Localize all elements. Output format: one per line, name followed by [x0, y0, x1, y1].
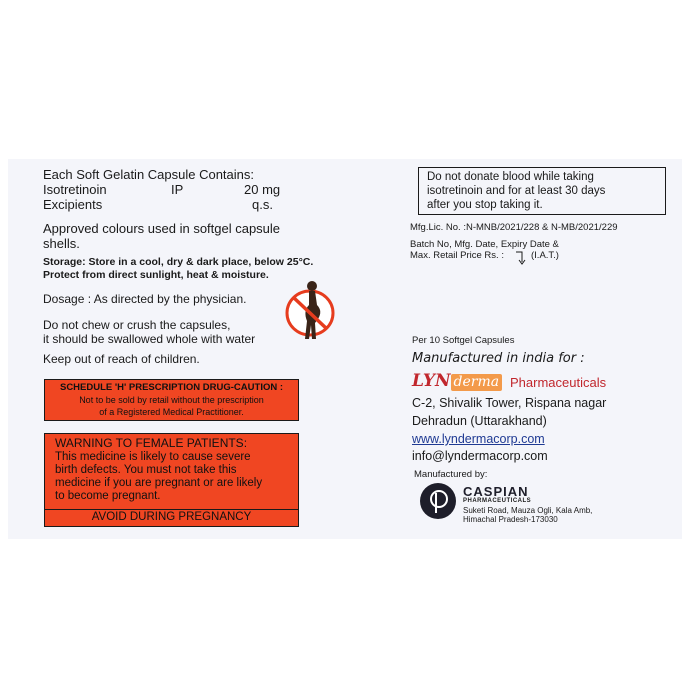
mfg-lic: Mfg.Lic. No. :N-MNB/2021/228 & N-MB/2021/229 [410, 222, 618, 233]
schedule-h-line1: Not to be sold by retail without the prescription [79, 395, 264, 405]
batch-iat: (I.A.T.) [531, 250, 559, 261]
warning-line1: This medicine is likely to cause severe [55, 451, 251, 463]
storage-line1: Storage: Store in a cool, dry & dark place, below 25°C. [43, 256, 314, 268]
carton-panel [8, 159, 682, 539]
donate-line2: isotretinoin and for at least 30 days [427, 185, 606, 197]
chew-line2: it should be swallowed whole with water [43, 332, 256, 346]
warning-footer: AVOID DURING PREGNANCY [45, 509, 298, 525]
no-pregnancy-icon [285, 277, 335, 347]
children-text: Keep out of reach of children. [43, 352, 200, 366]
composition-heading: Each Soft Gelatin Capsule Contains: [43, 167, 255, 182]
schedule-h-title: SCHEDULE 'H' PRESCRIPTION DRUG-CAUTION : [59, 382, 284, 393]
lyn-derma-logo [412, 371, 502, 391]
marketer-address2: Dehradun (Uttarakhand) [412, 414, 547, 428]
manufacturer-sub: PHARMACEUTICALS [463, 498, 532, 504]
batch-arrow-icon [515, 249, 529, 265]
marketer-website[interactable]: www.lyndermacorp.com [412, 432, 545, 446]
donate-box [418, 167, 666, 215]
colours-line2: shells. [43, 236, 80, 251]
excipient-name: Excipients [43, 197, 103, 212]
storage-line2: Protect from direct sunlight, heat & moisture. [43, 269, 269, 281]
batch-line2: Max. Retail Price Rs. : [410, 250, 504, 261]
dosage-text: Dosage : As directed by the physician. [43, 292, 247, 306]
logo-suffix: Pharmaceuticals [510, 375, 607, 390]
manufacturer-address1: Suketi Road, Mauza Ogli, Kala Amb, [463, 506, 593, 515]
manufacturer-label: Manufactured by: [414, 469, 488, 480]
warning-line3: medicine if you are pregnant or are likely [55, 477, 263, 489]
schedule-h-box [44, 379, 299, 421]
marketer-label: Manufactured in india for : [412, 351, 585, 366]
ingredient-grade: IP [171, 182, 184, 197]
marketer-email[interactable]: info@lyndermacorp.com [412, 449, 548, 463]
manufacturer-address2: Himachal Pradesh-173030 [463, 515, 558, 524]
logo-lyn: LYN [412, 371, 451, 391]
schedule-h-line2: of a Registered Medical Practitioner. [99, 407, 244, 417]
colours-line1: Approved colours used in softgel capsule [43, 221, 281, 236]
donate-line1: Do not donate blood while taking [427, 171, 594, 183]
ingredient-name: Isotretinoin [43, 182, 107, 197]
warning-line2: birth defects. You must not take this [55, 464, 237, 476]
warning-line4: to become pregnant. [55, 490, 161, 502]
ingredient-qty: 20 mg [244, 182, 281, 197]
pack-size: Per 10 Softgel Capsules [412, 335, 515, 346]
caspian-logo-icon [419, 482, 457, 520]
donate-line3: after you stop taking it. [427, 199, 543, 211]
warning-box [44, 433, 299, 527]
marketer-address1: C-2, Shivalik Tower, Rispana nagar [412, 396, 607, 410]
batch-line1: Batch No, Mfg. Date, Expiry Date & [410, 239, 559, 250]
logo-derma: derma [451, 374, 503, 391]
warning-title: WARNING TO FEMALE PATIENTS: [55, 436, 248, 450]
chew-line1: Do not chew or crush the capsules, [43, 318, 231, 332]
excipient-qty: q.s. [252, 197, 273, 212]
manufacturer-name: CASPIAN [463, 484, 529, 499]
